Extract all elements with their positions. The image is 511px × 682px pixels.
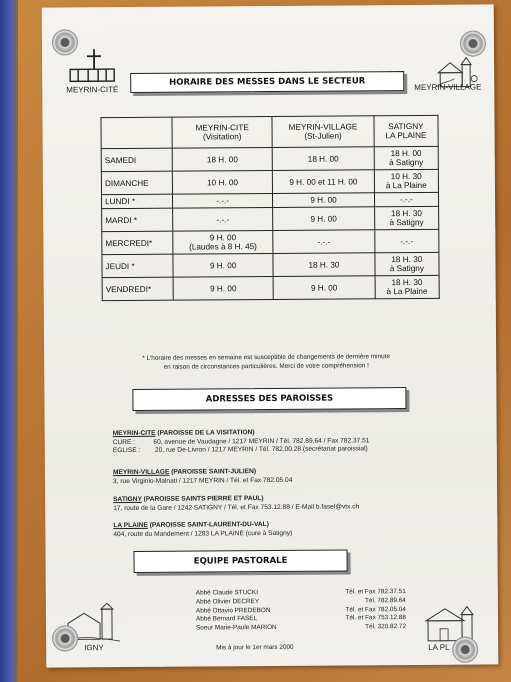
parish-name: SATIGNY [113,495,142,504]
time-cell [375,275,439,298]
addresses-title [132,387,406,411]
schedule-note-line: en raison de circonstances particulières. Merci de votre compréhension ! [163,361,369,371]
schedule-note-line: * L'horaire des messes en semaine est susceptible de changements de dernière minute [142,353,391,362]
day-cell: MERCREDI* [102,231,173,254]
parish-label: (PAROISSE SAINTS PIERRE ET PAUL) [141,495,264,503]
time-line: 9 H. 00 [210,283,237,293]
column-header-line: (Visitation) [202,132,242,142]
member-phone: Tél. et Fax 753.12.88 [345,614,406,622]
table-header-corner [101,117,172,148]
day-cell: MARDI * [102,208,173,231]
bottom-right-bolt [452,637,478,663]
la-plaine-caption: LA PL [428,642,450,652]
time-line: 9 H. 00 [209,233,237,243]
parish-label: (PAROISSE SAINT-JULIEN) [169,468,257,476]
member-phone: Tél. et Fax 782.37.51 [345,588,406,596]
time-cell [273,276,375,300]
day-cell: SAMEDI [101,148,172,171]
column-header-meyrin-village [272,116,374,148]
member-name: Abbé Olivier DECREY [195,597,260,606]
column-header-line: MEYRIN-VILLAGE [288,122,358,132]
time-cell [272,147,374,171]
time-cell [374,206,438,229]
list-item [196,623,406,633]
pastoral-team-title-text: EQUIPE PASTORALE [193,555,288,567]
addresses-title-text: ADRESSES DES PAROISSES [205,393,334,405]
time-line: 18 H. 00 [206,154,238,164]
table-body [101,146,439,300]
time-line: 18 H. 30 [308,260,340,270]
address-line: 404, route du Mandement / 1283 LA PLAINE (cure à Satigny) [113,529,293,538]
parish-name: LA PLAINE [113,521,148,530]
time-cell [374,146,438,169]
time-line: 10 H. 30 [390,171,422,182]
address-line: 17, route de la Gare / 1242 SATIGNY / Tél. et Fax 753.12.88 / E-Mail b.fasel@vtx.ch [113,502,360,512]
member-name: Abbé Ottavio PREDEBON [195,606,271,615]
column-header-meyrin-cite [172,116,272,148]
meyrin-village-caption: MEYRIN-VILLAGE [414,82,482,92]
column-header-satigny [374,115,439,146]
blue-wall-edge [0,0,18,682]
satigny-address [113,494,443,513]
time-cell [273,193,375,208]
column-header-line: MEYRIN-CITE [195,123,249,133]
address-line: EGLISE : 20, rue De-Livron / 1217 MEYRIN / Tél. 782.00.28 (secrétariat paroissial) [112,445,368,455]
schedule-note [116,353,416,372]
table-row [101,146,438,171]
time-cell [374,192,438,206]
day-cell: JEUDI * [102,254,173,277]
day-cell: VENDREDI* [102,277,173,300]
time-line: à Satigny [389,263,424,274]
time-line: à Satigny [389,157,424,168]
notice-sheet [42,4,499,667]
parish-label: (PAROISSE DE LA VISITATION) [155,429,255,437]
table-row [102,229,439,254]
parish-label: (PAROISSE SAINT-LAURENT-DU-VAL) [147,521,269,529]
mass-schedule-title-text: HORAIRE DES MESSES DANS LE SECTEUR [169,76,366,88]
table-row [102,206,439,231]
time-line: à Satigny [389,217,424,228]
time-line: 18 H. 30 [391,254,423,265]
member-phone: Tél. 320.82.72 [365,623,407,631]
member-phone: Tél. 782.89.64 [364,596,406,605]
time-cell [273,207,375,231]
column-header-line: (St-Julien) [304,131,342,141]
meyrin-village-address [113,467,443,486]
time-line: 9 H. 00 [310,214,337,224]
time-line: 9 H. 00 [310,283,338,293]
time-line: -.-.- [317,237,331,247]
table-row [102,252,439,277]
time-line: -.-.- [216,214,230,224]
parish-name: MEYRIN-CITE [112,429,156,438]
table-row [102,275,439,300]
table-header-row [101,115,438,148]
time-cell [374,229,438,252]
meyrin-cite-church-logo [68,47,118,87]
pastoral-team-title [133,549,347,572]
member-name: Abbé Claude STUCKI [195,589,258,597]
time-cell [172,170,272,194]
time-cell [273,170,375,194]
meyrin-cite-caption: MEYRIN-CITÉ [66,85,119,95]
time-line: (Laudes à 8 H. 45) [189,242,257,252]
column-header-line: LA PLAINE [385,130,427,141]
mass-schedule-table [100,115,439,301]
time-cell [173,193,273,208]
time-line: à La Plaine [385,180,427,191]
time-line: -.-.- [399,195,413,205]
address-line: CURE : 60, avenue de Vaudagne / 1217 MEYRIN / Tél. 782.89.64 / Fax 782.37.51 [112,436,370,446]
update-date: Mis à jour le 1er mars 2000 [216,643,294,652]
time-line: à La Plaine [386,286,428,297]
satigny-caption: IGNY [84,643,104,653]
time-line: 18 H. 00 [307,154,339,164]
time-line: 10 H. 00 [207,177,239,187]
time-line: 18 H. 30 [391,277,423,288]
time-cell [173,253,273,277]
member-name: Soeur Marie-Paule MARION [196,624,277,632]
time-cell [173,230,273,254]
top-right-bolt [460,30,486,56]
time-cell [273,253,375,277]
day-cell: DIMANCHE [101,171,172,194]
time-line: 9 H. 00 [310,195,337,205]
time-line: -.-.- [216,196,230,206]
time-cell [172,147,272,171]
la-plaine-address [113,520,443,539]
time-cell [375,252,439,275]
address-line: 3, rue Virginio-Malnati / 1217 MEYRIN / Tél. et Fax 782.05.04 [112,476,293,485]
time-cell [173,207,273,231]
mass-schedule-title [130,71,404,93]
member-phone: Tél. et Fax 782.05.04 [345,605,406,614]
time-line: -.-.- [400,236,414,246]
table-row [101,169,438,194]
time-line: 18 H. 30 [390,208,422,219]
parish-name: MEYRIN-VILLAGE [112,468,170,477]
time-line: 9 H. 00 et 11 H. 00 [289,176,358,187]
time-cell [374,169,438,192]
time-cell [273,230,375,254]
pastoral-team-list [196,588,406,634]
column-header-line: SATIGNY [388,121,424,132]
meyrin-cite-address [113,428,443,456]
day-cell: LUNDI * [102,194,173,208]
time-line: 9 H. 00 [209,260,237,270]
member-name: Abbé Bernard FASEL [195,615,258,624]
time-line: 18 H. 00 [390,148,422,159]
bottom-left-bolt [52,625,78,651]
time-cell [173,276,273,300]
